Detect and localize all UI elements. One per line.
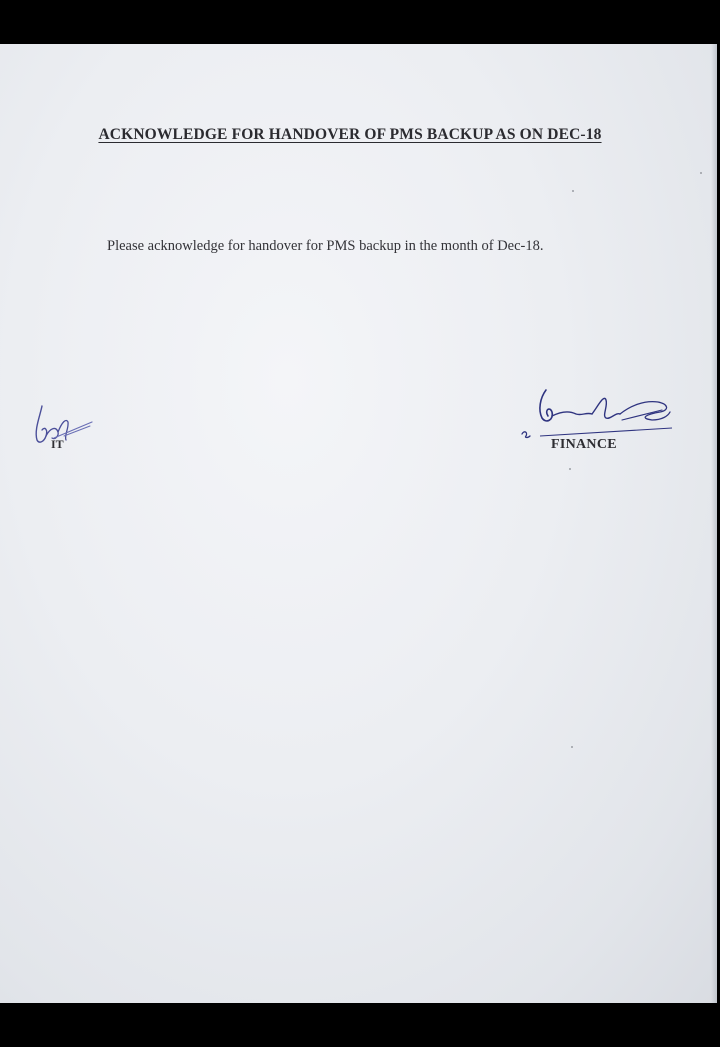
document-title: ACKNOWLEDGE FOR HANDOVER OF PMS BACKUP AS ON DEC-18 (98, 126, 602, 143)
paper-speck (700, 172, 702, 174)
finance-signature (512, 376, 680, 444)
paper-speck (572, 190, 574, 192)
document-body: Please acknowledge for handover for PMS backup in the month of Dec-18. (107, 238, 544, 254)
document-page (0, 44, 717, 1003)
it-label: IT (51, 437, 64, 451)
paper-speck (571, 746, 573, 748)
paper-speck (569, 468, 571, 470)
finance-label: FINANCE (551, 437, 617, 452)
